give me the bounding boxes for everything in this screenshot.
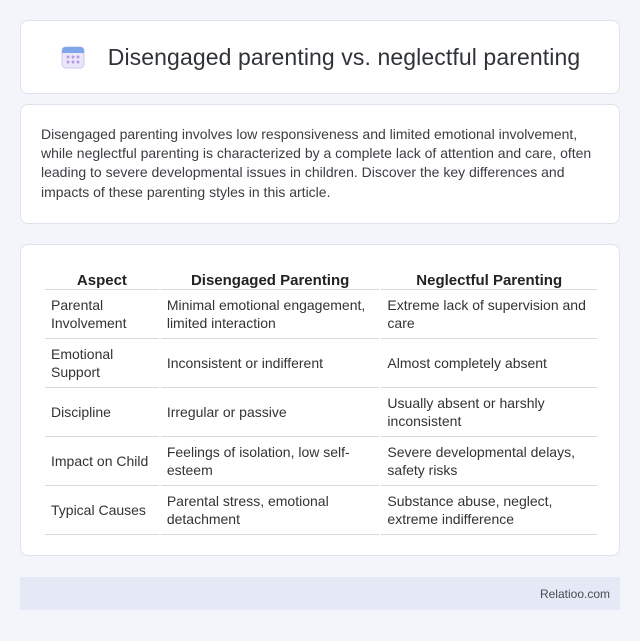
aspect-cell: Impact on Child [45,437,159,486]
comparison-table [43,265,599,535]
header-disengaged: Disengaged Parenting [161,265,380,290]
comparison-card [20,244,620,556]
intro-text: Disengaged parenting involves low responsiveness and limited emotional involvement, while neglectful parenting is characterized by a complete lack of attention and care, often leading to severe developmental issues in children. Discover the key differences and impacts of these parenting styles in this article. [41,126,592,200]
table-row [45,437,597,486]
disengaged-cell: Irregular or passive [161,388,380,437]
disengaged-cell: Minimal emotional engagement, limited interaction [161,290,380,339]
footer-brand[interactable]: Relatioo.com [539,586,610,601]
header-neglectful: Neglectful Parenting [381,265,597,290]
table-row [45,388,597,437]
page-title: Disengaged parenting vs. neglectful parenting [107,43,581,70]
title-row [60,44,581,71]
footer-bar [20,577,620,610]
table-row [45,339,597,388]
disengaged-cell: Feelings of isolation, low self-esteem [161,437,380,486]
neglectful-cell: Substance abuse, neglect, extreme indifference [381,486,597,535]
table-header-row [45,265,597,290]
intro-card [20,104,620,224]
disengaged-cell: Parental stress, emotional detachment [161,486,380,535]
aspect-cell: Parental Involvement [45,290,159,339]
neglectful-cell: Extreme lack of supervision and care [381,290,597,339]
aspect-cell: Emotional Support [45,339,159,388]
aspect-cell: Discipline [45,388,159,437]
neglectful-cell: Almost completely absent [381,339,597,388]
table-row [45,290,597,339]
disengaged-cell: Inconsistent or indifferent [161,339,380,388]
title-card [20,20,620,94]
neglectful-cell: Severe developmental delays, safety risks [381,437,597,486]
calendar-icon [60,44,86,70]
neglectful-cell: Usually absent or harshly inconsistent [381,388,597,437]
header-aspect: Aspect [45,265,159,290]
table-row [45,486,597,535]
aspect-cell: Typical Causes [45,486,159,535]
